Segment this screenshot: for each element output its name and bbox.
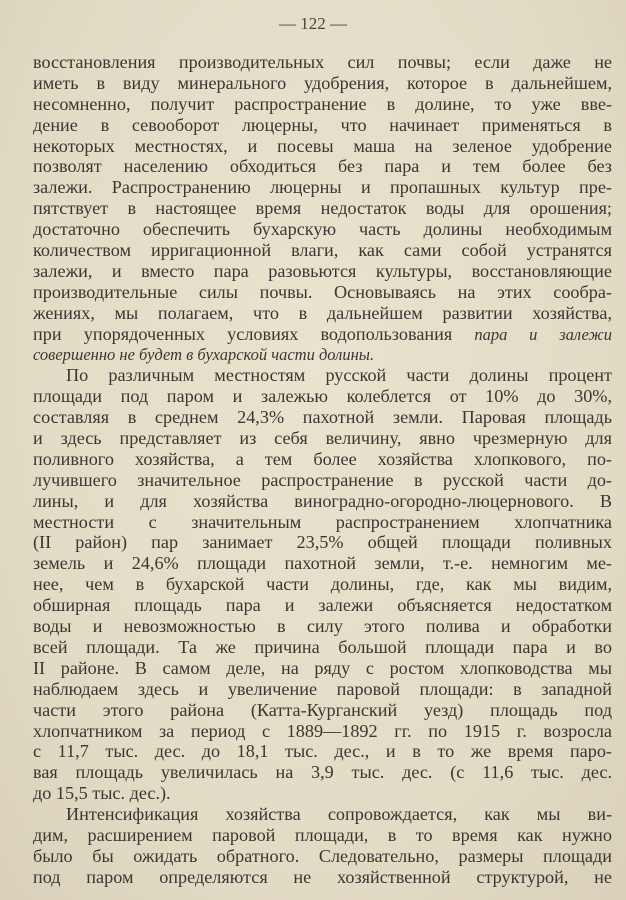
text-line	[33, 532, 612, 553]
text-line	[33, 177, 612, 198]
line-text: пятствует в настоящее время недостаток воды для орошения;	[33, 198, 612, 219]
text-line	[33, 282, 612, 303]
text-line	[33, 491, 612, 512]
line-text: при упорядоченных условиях водопользования	[33, 323, 453, 344]
line-text: площади под паром и залежью колеблется от 10% до 30%,	[33, 386, 612, 407]
line-text: обширная площадь пара и залежи объясняется недостатком	[33, 595, 612, 616]
line-text: до 15,5 тыс. дес.).	[33, 783, 171, 804]
line-text: По различным местностям русской части долины процент	[66, 365, 612, 386]
line-text: некоторых местностях, и посевы маша на зеленое удобрение	[33, 135, 612, 156]
text-line	[33, 741, 612, 762]
line-text: дение в севооборот люцерны, что начинает применяться в	[33, 114, 612, 135]
line-text: II районе. В самом деле, на ряду с ростом хлопководства мы	[33, 657, 612, 678]
text-line	[33, 867, 612, 888]
text-line	[33, 365, 612, 386]
text-line	[33, 115, 612, 136]
text-line	[33, 804, 612, 825]
text-line	[33, 574, 612, 595]
text-line	[33, 324, 612, 345]
line-text: вая площадь увеличилась на 3,9 тыс. дес. (с 11,6 тыс. дес.	[33, 762, 612, 783]
line-text: с 11,7 тыс. дес. до 18,1 тыс. дес., и в то же время паро-	[33, 741, 612, 762]
text-line	[33, 136, 612, 157]
line-text: дим, расширением паровой площади, в то время как нужно	[33, 824, 612, 845]
line-text: производительные силы почвы. Основываясь на этих сообра-	[33, 281, 612, 302]
text-line	[33, 407, 612, 428]
line-text: и здесь представляет из себя величину, явно чрезмерную для	[33, 428, 612, 449]
text-line	[33, 825, 612, 846]
line-text: залежи, и вместо пара разовьются культуры, восстановляющие	[33, 260, 612, 281]
text-line	[33, 386, 612, 407]
text-line	[33, 449, 612, 470]
text-line	[33, 344, 612, 365]
text-line	[33, 658, 612, 679]
line-text: местности с значительным распространением хлопчатника	[33, 511, 612, 532]
line-text: (II район) пар занимает 23,5% общей площади поливных	[33, 532, 612, 553]
line-text: всей площади. Та же причина большой площади пара и во	[33, 636, 612, 657]
text-line	[33, 553, 612, 574]
line-text: лины, и для хозяйства виноградно-огородно-люцернового. В	[33, 490, 612, 511]
text-line	[33, 261, 612, 282]
line-text: под паром определяются не хозяйственной структурой, не	[33, 866, 612, 887]
text-line	[33, 73, 612, 94]
text-line	[33, 470, 612, 491]
line-text: лучившего значительное распространение в русской части до-	[33, 469, 612, 490]
text-line	[33, 700, 612, 721]
line-text: количеством ирригационной влаги, как сами собой устранятся	[33, 240, 612, 261]
text-line	[33, 721, 612, 742]
line-text: жениях, мы полагаем, что в дальнейшем развитии хозяйства,	[33, 302, 612, 323]
line-text: поливного хозяйства, а тем более хозяйства хлопкового, по-	[33, 448, 612, 469]
text-line	[33, 846, 612, 867]
line-text: нее, чем в бухарской части долины, где, как мы видим,	[33, 574, 612, 595]
line-text: достаточно обеспечить бухарскую часть долины необходимым	[33, 219, 612, 240]
italic-emphasis: совершенно не будет в бухарской части долины.	[33, 345, 375, 365]
line-text: было бы ожидать обратного. Следовательно, размеры площади	[33, 845, 612, 866]
text-line	[33, 428, 612, 449]
line-text: хлопчатником за период с 1889—1892 гг. по 1915 г. возросла	[33, 720, 612, 741]
text-line	[33, 94, 612, 115]
line-text: земель и 24,6% площади пахотной земли, т.-е. немногим ме-	[33, 553, 612, 574]
text-line	[33, 783, 612, 804]
line-text: части этого района (Катта-Курганский уезд) площадь под	[33, 699, 612, 720]
line-text: восстановления производительных сил почвы; если даже не	[33, 52, 612, 72]
text-line	[33, 303, 612, 324]
line-text: иметь в виду минерального удобрения, которое в дальнейшем,	[33, 72, 612, 93]
text-line	[33, 637, 612, 658]
line-text: залежи. Распространению люцерны и пропашных культур пре-	[33, 177, 612, 198]
text-line	[33, 595, 612, 616]
line-text: Интенсификация хозяйства сопровождается, как мы ви-	[66, 804, 612, 825]
text-line	[33, 52, 612, 73]
text-line	[33, 616, 612, 637]
text-line	[33, 156, 612, 177]
text-line	[33, 679, 612, 700]
italic-emphasis: пара и залежи	[474, 324, 612, 344]
line-text: позволят населению обходиться без пара и тем более без	[33, 156, 612, 177]
text-line	[33, 198, 612, 219]
text-line	[33, 240, 612, 261]
line-text: несомненно, получит распространение в долине, то уже вве-	[33, 93, 612, 114]
text-line	[33, 512, 612, 533]
text-line	[33, 762, 612, 783]
line-text: составляя в среднем 24,3% пахотной земли. Паровая площадь	[33, 407, 612, 428]
body-text	[33, 52, 612, 888]
text-line	[33, 219, 612, 240]
page-number: — 122 —	[279, 14, 347, 33]
line-text: наблюдаем здесь и увеличение паровой площади: в западной	[33, 678, 612, 699]
line-text: воды и невозможностью в силу этого полива и обработки	[33, 616, 612, 637]
